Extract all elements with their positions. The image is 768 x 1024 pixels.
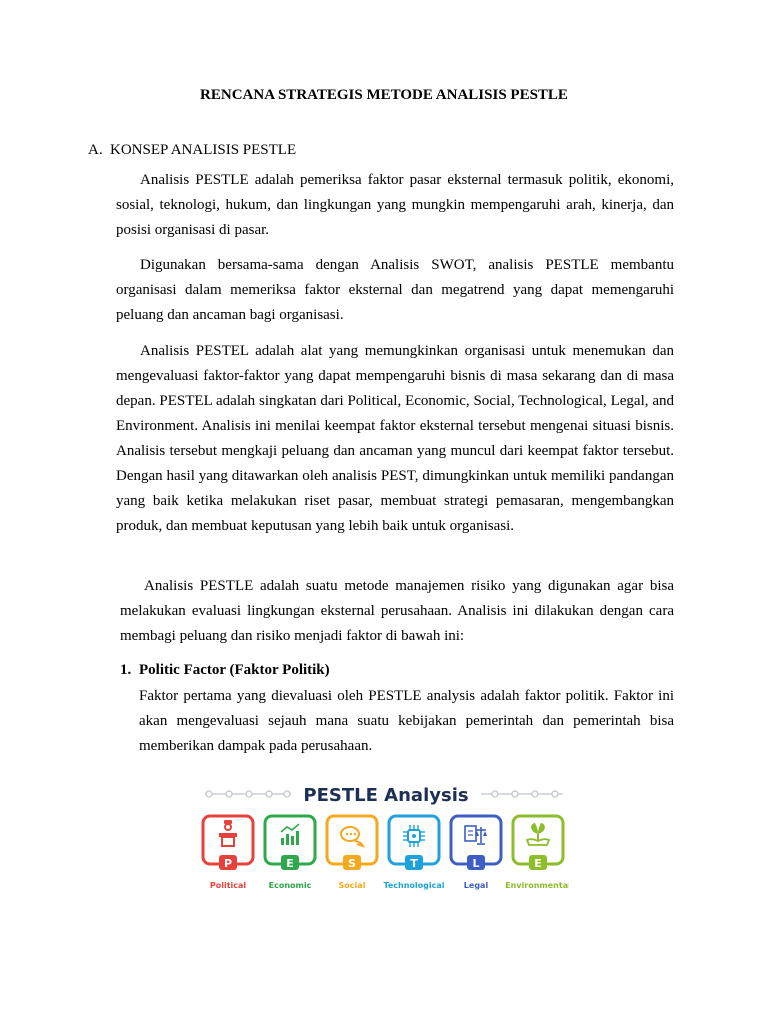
figure-title: PESTLE Analysis (303, 785, 469, 806)
title-dot (492, 791, 498, 797)
paragraph-3: Analisis PESTEL adalah alat yang memungkinkan organisasi untuk menemukan dan mengevaluasi faktor-faktor yang dapat mempengaruhi bisnis di masa sekarang dan di masa depan. PESTEL adalah singkatan dari Political, Economic, Social, Technological, Legal, and Environment. Analisis ini menilai keempat faktor eksternal tersebut mengenai situasi bisnis. Analisis tersebut mengkaji peluang dan ancaman yang muncul dari keempat faktor tersebut. Dengan hasil yang ditawarkan oleh analisis PEST, dimungkinkan untuk memiliki pandangan yang baik ketika melakukan riset pasar, membuat strategi pemasaran, mengembangkan produk, dan membuat keputusan yang lebih baik untuk organisasi. (116, 343, 674, 534)
card-label: Economic (268, 881, 312, 890)
paragraph-4: Analisis PESTLE adalah suatu metode manajemen risiko yang digunakan agar bisa melakukan evaluasi lingkungan eksternal perusahaan. Analisis ini dilakukan dengan cara membagi peluang dan risiko menjadi faktor di bawah ini: (120, 578, 674, 644)
pestle-card-social (327, 816, 377, 890)
list-item-body: Faktor pertama yang dievaluasi oleh PESTLE analysis adalah faktor politik. Faktor ini akan mengevaluasi sejauh mana suatu kebijakan pemerintah dan pemerintah bisa memberikan dampak pada perusahaan. (139, 688, 674, 754)
card-label: Environmental (505, 881, 569, 890)
card-letter: P (223, 857, 233, 870)
pestle-card-political (203, 816, 253, 890)
section-heading-text: KONSEP ANALISIS PESTLE (110, 142, 297, 158)
card-letter: E (534, 857, 542, 870)
card-label: Social (338, 881, 366, 890)
pestle-card-legal (451, 816, 501, 890)
title-dot (226, 791, 232, 797)
card-letter: E (286, 857, 294, 870)
paragraph-1: Analisis PESTLE adalah pemeriksa faktor pasar eksternal termasuk politik, ekonomi, sosial, teknologi, hukum, dan lingkungan yang mungkin mempengaruhi arah, kinerja, dan posisi organisasi di pasar. (116, 172, 674, 238)
pestle-figure-graphic (199, 776, 569, 898)
section-number: A. (88, 142, 103, 158)
title-dot (552, 791, 558, 797)
title-dot (532, 791, 538, 797)
card-label: Political (209, 881, 247, 890)
paragraph-2: Digunakan bersama-sama dengan Analisis SWOT, analisis PESTLE membantu organisasi dalam memeriksa faktor eksternal dan megatrend yang dapat memengaruhi peluang dan ancaman bagi organisasi. (116, 257, 674, 323)
pestle-card-economic (265, 816, 315, 890)
title-dot (246, 791, 252, 797)
card-label: Technological (383, 881, 445, 890)
title-dot (206, 791, 212, 797)
document-title: RENCANA STRATEGIS METODE ANALISIS PESTLE (200, 87, 568, 103)
card-label: Legal (463, 881, 489, 890)
list-item-number: 1. (120, 662, 132, 678)
pestle-figure (199, 776, 569, 898)
pestle-cards (203, 816, 569, 890)
card-letter: L (472, 857, 480, 870)
card-letter: T (410, 857, 418, 870)
list-item-heading-text: Politic Factor (Faktor Politik) (139, 662, 330, 678)
title-dot (284, 791, 290, 797)
title-dot (512, 791, 518, 797)
pestle-card-technological (383, 816, 444, 890)
card-letter: S (348, 857, 356, 870)
section-heading (88, 142, 296, 159)
pestle-card-environmental (505, 816, 569, 890)
title-dot (266, 791, 272, 797)
list-item-heading (120, 662, 330, 679)
